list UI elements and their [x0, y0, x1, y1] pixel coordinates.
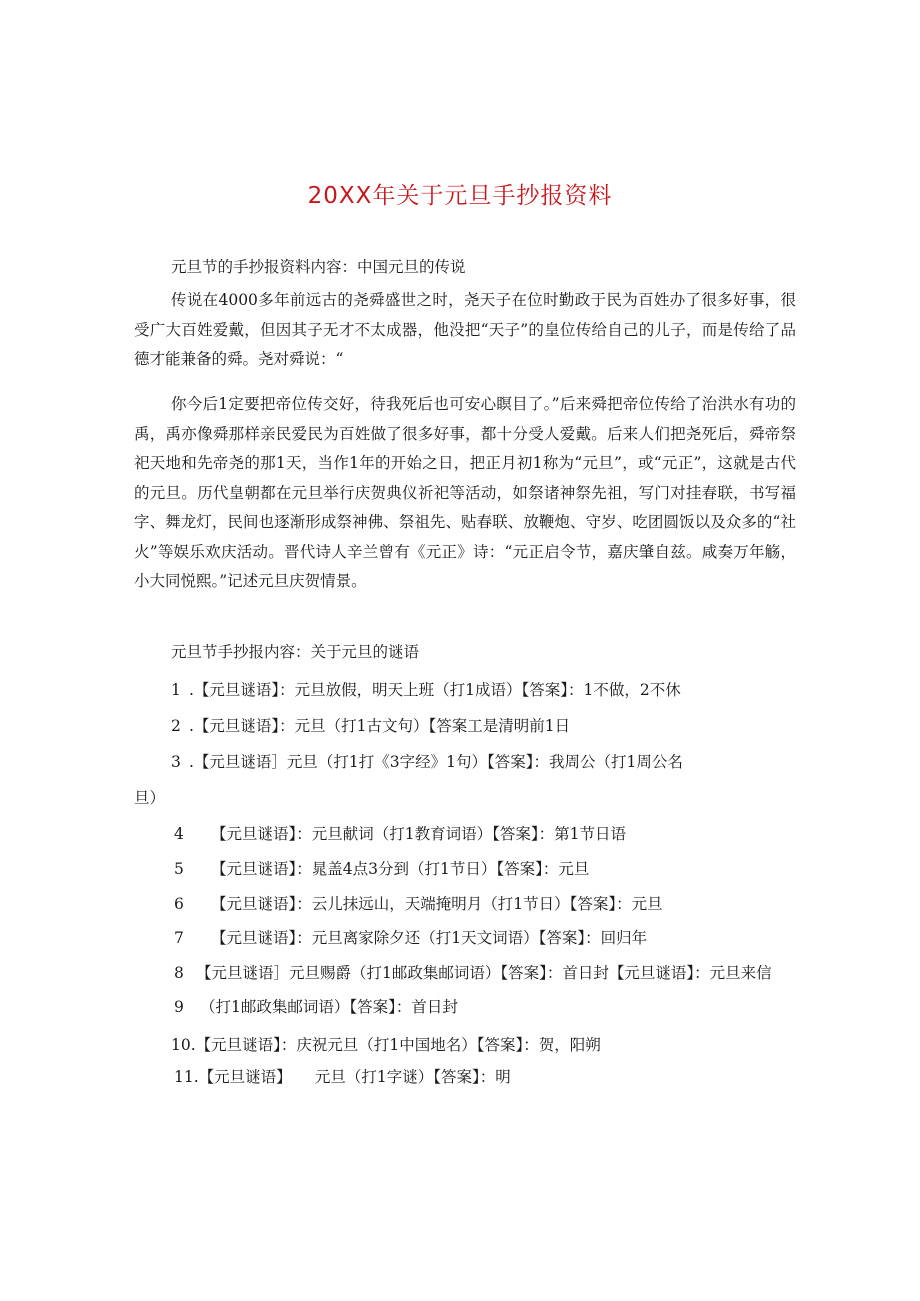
riddle-number: 6 [174, 895, 184, 913]
riddle-text: 【元旦谜语】：元旦献词（打1教育词语）【答案】：第1节日语 [211, 825, 626, 843]
riddle-text: .【元旦谜语］元旦（打1打《3字经》1句）【答案】：我周公（打1周公名 [189, 753, 683, 771]
riddle-number: 9 [174, 998, 184, 1016]
riddle-text: 【元旦谜语】：庆祝元旦（打1中国地名）【答案】：贺，阳朔 [195, 1036, 601, 1054]
riddle-number: 10. [171, 1036, 196, 1054]
riddle-number: 11. [174, 1068, 199, 1086]
riddle-text: 【元旦谜语】 元旦（打1字谜）【答案】：明 [198, 1068, 511, 1086]
list-item [174, 859, 589, 879]
riddle-text: 【元旦谜语】：元旦离家除夕还（打1天文词语）【答案】：回归年 [211, 929, 648, 947]
riddle-number: 3 [171, 753, 181, 771]
riddle-text: .【元旦谜语】：元旦放假，明天上班（打1成语）【答案】：1不做，2不休 [189, 681, 681, 699]
list-item [134, 788, 165, 808]
list-item [171, 1035, 601, 1055]
riddle-number: 7 [174, 929, 184, 947]
list-item [174, 928, 647, 948]
section-heading-legend: 元旦节的手抄报资料内容：中国元旦的传说 [171, 258, 466, 276]
riddle-text: 【元旦谜语】：云儿抹远山，天端掩明月（打1节日）【答案】：元旦 [211, 895, 663, 913]
riddle-number: 4 [174, 825, 184, 843]
document-title: 20XX年关于元旦手抄报资料 [307, 183, 613, 209]
list-item [171, 716, 570, 736]
riddle-text: （打1邮政集邮词语）【答案】：首日封 [200, 998, 458, 1016]
section-heading-riddles: 元旦节手抄报内容：关于元旦的谜语 [171, 643, 420, 661]
riddle-number: 5 [174, 860, 184, 878]
riddle-number: 8 [174, 964, 184, 982]
riddle-text: 旦） [134, 789, 166, 807]
paragraph-legend-1: 传说在4000多年前远古的尧舜盛世之时，尧天子在位时勤政于民为百姓办了很多好事，很受广大百姓爱戴，但因其子无才不太成器，他没把“天子”的皇位传给自己的儿子，而是传给了品德才能兼备的舜。尧对舜说：“ [134, 291, 796, 368]
paragraph-legend-2: 你今后1定要把帝位传交好，待我死后也可安心瞑目了。”后来舜把帝位传给了治洪水有功的禹，禹亦像舜那样亲民爱民为百姓做了很多好事，都十分受人爱戴。后来人们把尧死后，舜帝祭祀天地和先帝尧的那1天，当作1年的开始之日，把正月初1称为“元旦”，或“元正”，这就是古代的元旦。历代皇朝都在元旦举行庆贺典仪祈祀等活动，如祭诸神祭先祖，写门对挂春联，书写福字、舞龙灯，民间也逐渐形成祭神佛、祭祖先、贴春联、放鞭炮、守岁、吃团圆饭以及众多的“社火”等娱乐欢庆活动。晋代诗人辛兰曾有《元正》诗：“元正启令节，嘉庆肇自兹。咸奏万年觞，小大同悦熙。”记述元旦庆贺情景。 [134, 395, 796, 590]
list-item [174, 894, 663, 914]
list-item [174, 997, 458, 1017]
list-item [174, 824, 626, 844]
list-item [174, 963, 772, 983]
list-item [174, 1067, 511, 1087]
riddle-number: 2 [171, 717, 181, 735]
riddle-text: .【元旦谜语】：元旦（打1古文句）【答案工是清明前1日 [189, 717, 571, 735]
list-item [171, 752, 683, 772]
list-item [171, 680, 681, 700]
riddle-number: 1 [171, 681, 181, 699]
riddle-text: 【元旦谜语］元旦赐爵（打1邮政集邮词语）【答案】：首日封【元旦谜语】：元旦来信 [196, 964, 772, 982]
riddle-text: 【元旦谜语】：晁盖4点3分到（打1节日）【答案】：元旦 [211, 860, 590, 878]
